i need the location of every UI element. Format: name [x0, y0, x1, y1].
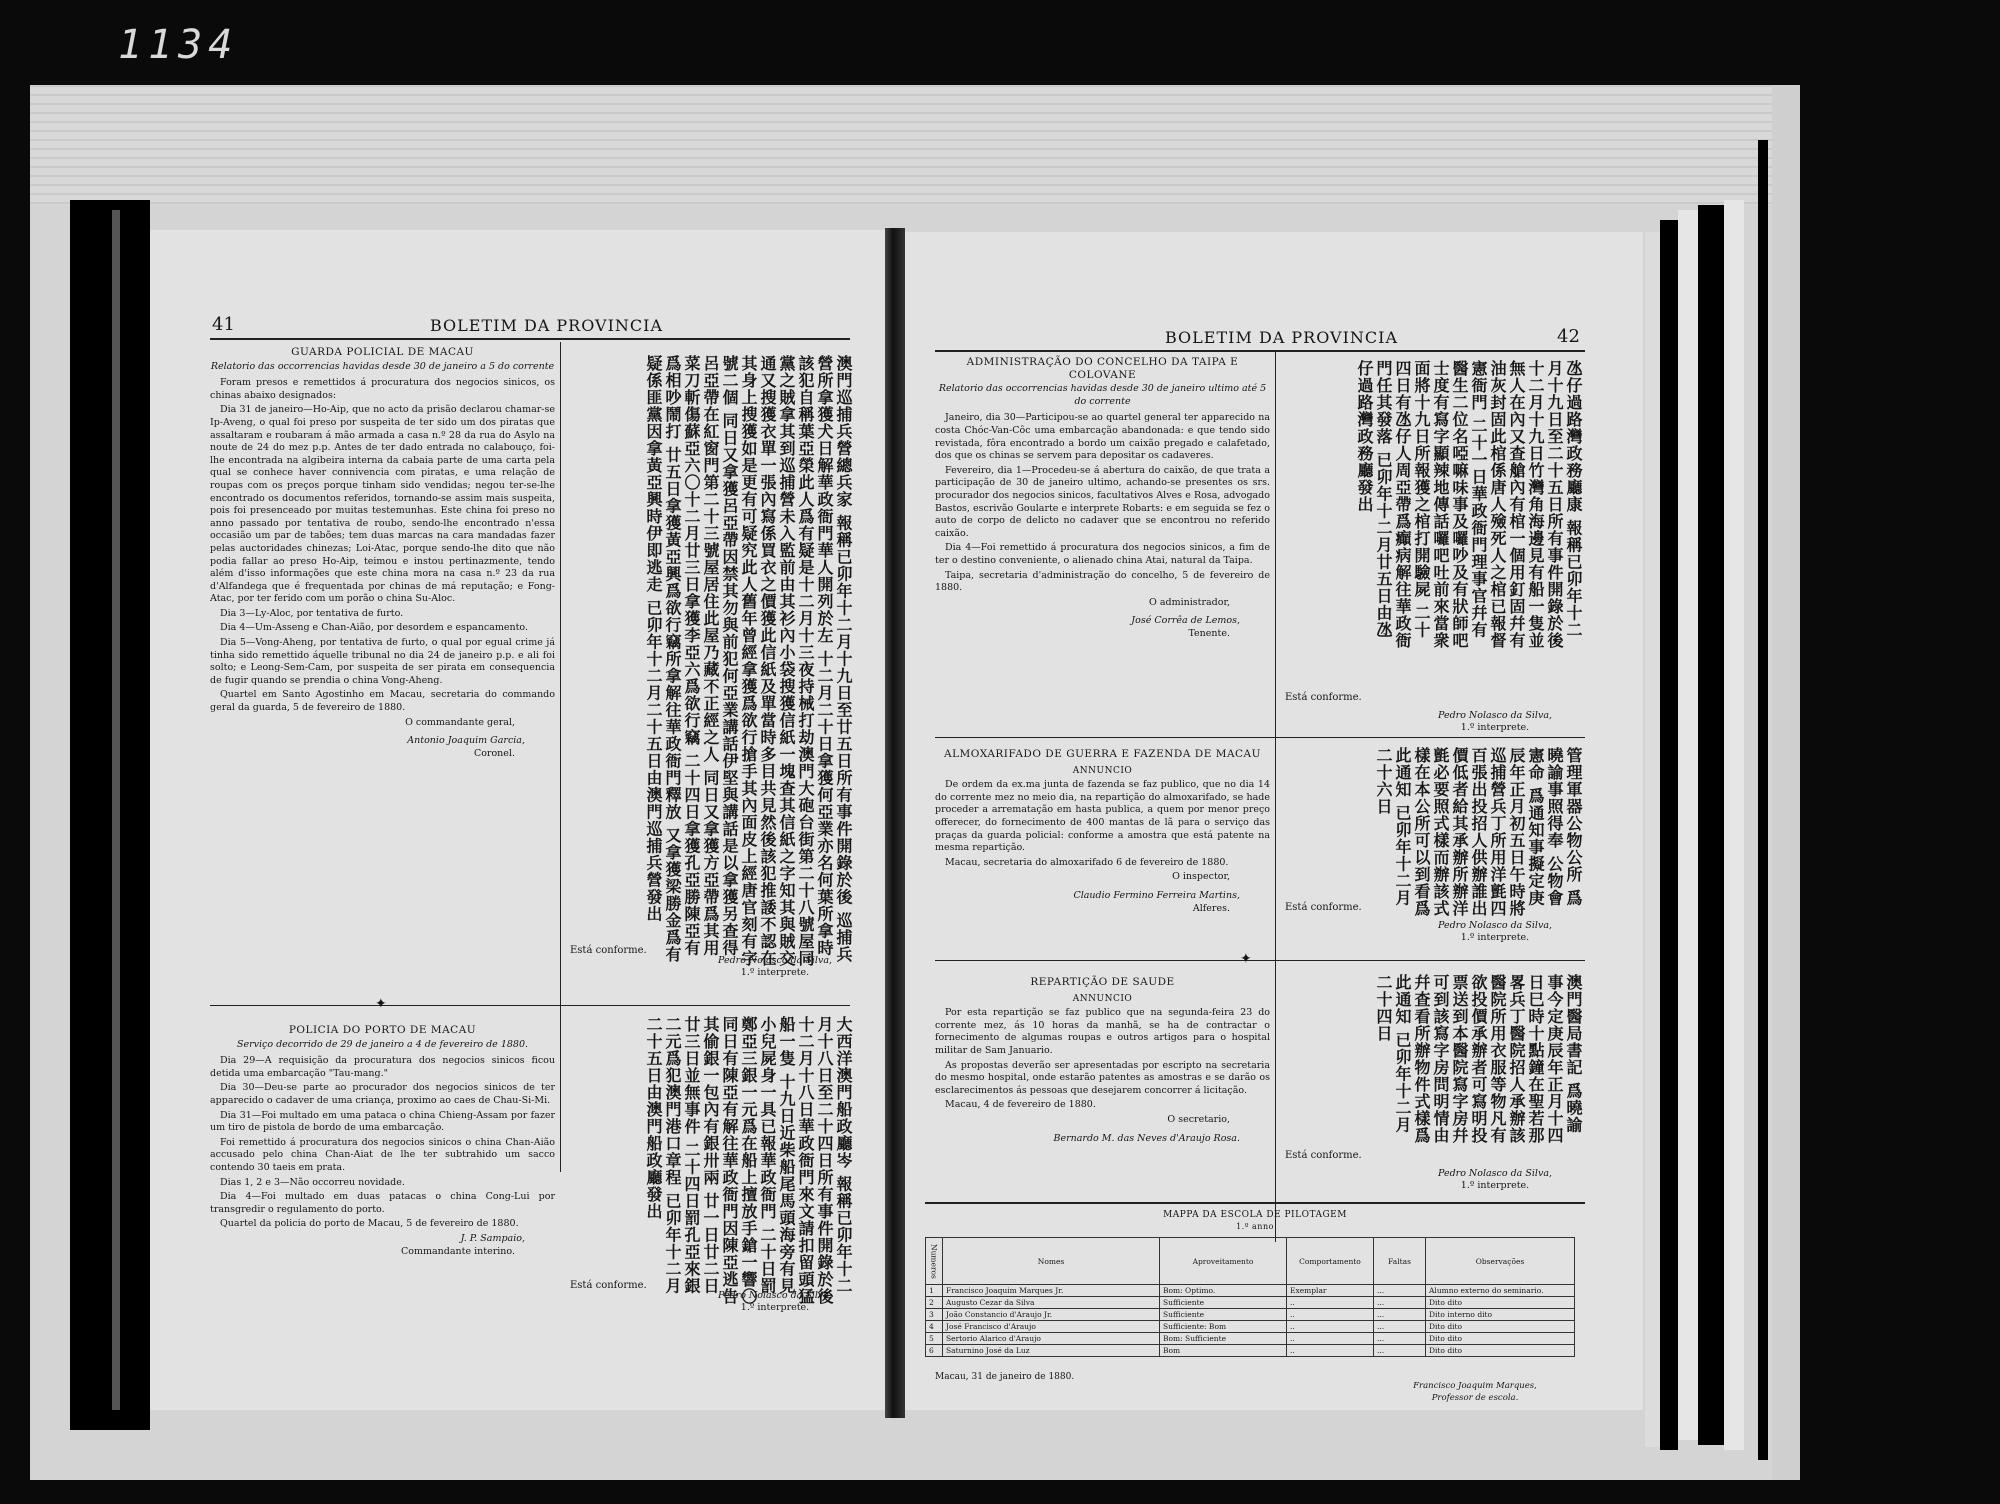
section-divider [935, 960, 1585, 961]
table-cell: João Constancio d'Araujo Jr. [943, 1309, 1160, 1321]
almoxarifado-title: ALMOXARIFADO DE GUERRA E FAZENDA DE MACAU [943, 748, 1261, 760]
table-cell: Augusto Cezar da Silva [943, 1297, 1160, 1309]
table-cell: Saturnino José da Luz [943, 1345, 1160, 1357]
table-cell: .. [1287, 1333, 1374, 1345]
table-cell: Dito dito [1426, 1333, 1575, 1345]
paragraph: Quartel da policia do porto de Macau, 5 de fevereiro de 1880. [220, 1218, 519, 1230]
paragraph: Quartel em Santo Agostinho em Macau, secretaria do commando geral da guarda, 5 de fevereiro de 1880. [210, 689, 555, 714]
guarda-subtitle: Relatorio das occorrencias havidas desde 30 de janeiro a 5 do corrente [210, 360, 555, 372]
film-frame-number: 1134 [118, 22, 239, 68]
interpreter-name: Pedro Nolasco da Silva, [1437, 920, 1553, 931]
interpreter-name: Pedro Nolasco da Silva, [1437, 1168, 1553, 1179]
conforme-note: Está conforme. [1285, 902, 1362, 913]
table-cell: 3 [926, 1309, 943, 1321]
section-divider [925, 1202, 1585, 1204]
signature-name: Antonio Joaquim Garcia, [407, 735, 525, 747]
paragraph: Dia 30—Deu-se parte ao procurador dos negocios sinicos de ter apparecido o cadaver de uma criança, proximo ao caes de Chau-Si-Mi. [210, 1082, 555, 1106]
table-cell: 5 [926, 1333, 943, 1345]
professor-name: Francisco Joaquim Marques, [1413, 1381, 1537, 1391]
right-page [905, 232, 1643, 1410]
mappa-footer-date: Macau, 31 de janeiro de 1880. [935, 1372, 1075, 1382]
paragraph: Dia 29—A requisição da procuratura dos negocios sinicos ficou detida uma embarcação "Tau-mang." [210, 1055, 555, 1079]
chinese-text-column: 大西洋澳門船政廳岑 報稱已卯年十二月十八日至二十四日所有事件開錄於後 十二月十八日華政衙門來文請扣留頭猛船一隻 十九日近柴船尾馬頭海旁有見小兒屍身一具已報華政衙門 二十日罰鄭亞三銀一元爲在船上擅放手鎗一響〇同日有陳亞有解往華政衙門因陳亞逃告其偷銀一包內有銀卅兩 廿一日廿二日廿三日並無事件 二十四日罰孔亞來銀二元爲犯澳門港口章程 已卯年十二月二十五日由澳門船政廳發出 [644, 1016, 853, 1305]
paragraph: Dia 5—Vong-Aheng, por tentativa de furto, o qual por egual crime já tinha sido remettido áquelle tribunal no dia 24 de janeiro p.p. e ali foi solto; e Leong-Sem-Cam, por suspeita de ser pirata em consequencia de fugir quando se prendia o china Vong-Aheng. [210, 637, 555, 686]
guarda-section [210, 342, 555, 766]
signature-role: Commandante interino. [401, 1245, 515, 1257]
signature-rank: Alferes. [1192, 902, 1230, 914]
header-rule [210, 338, 850, 340]
professor-signature [1375, 1380, 1575, 1404]
table-row [926, 1309, 1575, 1321]
conforme-note: Está conforme. [570, 945, 647, 956]
table-cell: Francisco Joaquim Marques Jr. [943, 1285, 1160, 1297]
mappa-table [925, 1237, 1575, 1357]
chinese-text-column: 管理軍器公物公所 爲曉諭事照得奉 公物會憲命 爲通知事擬定庚辰年正月初五日午時將巡捕營兵丁所用洋氈四百張出投招人供辦誰出價低者給其承辦所辦洋氈必要照式樣而辦該式樣在本公所可以到看爲此通知 已卯年十二月二十六日 [1374, 747, 1583, 917]
page-edge-shadow [1758, 140, 1768, 1460]
table-cell: Sufficiente [1160, 1309, 1287, 1321]
paragraph: As propostas deverão ser apresentadas por escripto na secretaria do mesmo hospital, onde estarão patentes as amostras e se darão os esclarecimentos ás pessoas que desejarem concorrer á licitação. [935, 1059, 1270, 1096]
column-divider [560, 342, 561, 1172]
section-divider [210, 1005, 850, 1006]
professor-role: Professor de escola. [1431, 1393, 1519, 1403]
signature-name: J. P. Sampaio, [460, 1232, 525, 1244]
taipa-title: ADMINISTRAÇÃO DO CONCELHO DA TAIPA E COLOVANE [966, 356, 1239, 381]
table-row [926, 1285, 1575, 1297]
signature-role: O secretario, [1167, 1113, 1230, 1125]
table-cell: 4 [926, 1321, 943, 1333]
table-cell: ... [1374, 1345, 1426, 1357]
table-header-row [926, 1238, 1575, 1285]
table-row [926, 1297, 1575, 1309]
interpreter-signature [690, 955, 860, 979]
interpreter-signature [1405, 1168, 1585, 1192]
conforme-note: Está conforme. [1285, 692, 1362, 703]
background-sheet-text [30, 85, 1772, 205]
paragraph: Dia 31 de janeiro—Ho-Aip, que no acto da prisão declarou chamar-se Ip-Aveng, o qual foi preso por suspeita de ter sido um dos piratas que assaltaram e roubaram á mão armada a casa n.º 28 da rua do Asylo na noute de 24 do mez p.p. Antes de ter dado entrada no calabouço, foi-lhe encontrada na algibeira interna da cabaia parte de uma carta pela qual se conhece haver connivencia com piratas, e uma relação de roupas com os preços porque tinham sido vendidas; negou ter-se-lhe encontrado os documentos referidos, tornando-se assim mais suspeita, pois foi presenceado por muitas testemunhas. Este china foi preso no anno passado por tentativa de roubo, sendo-lhe encontrado n'essa occasião um par de tabões; tem duas marcas na cara mandadas fazer pelas auctoridades chinezas; Loi-Atac, porque sendo-lhe dito que não podia fallar ao preso Ho-Aip, teimou e instou pertinazmente, tendo além d'isso informações que este china mora na casa n.º 23 da rua d'Alfandega que é frequentada por chinas de má reputação; e Fong-Atac, por ter ferido com um porão o china Su-Aloc. [210, 404, 555, 605]
guarda-title: GUARDA POLICIAL DE MACAU [291, 346, 474, 358]
signature-name: Bernardo M. das Neves d'Araujo Rosa. [1053, 1132, 1240, 1144]
page-edge-strip [1724, 200, 1744, 1450]
signature-role: O administrador, [1149, 596, 1230, 608]
table-cell: ... [1374, 1333, 1426, 1345]
interpreter-signature [1405, 920, 1585, 944]
running-head: BOLETIM DA PROVINCIA [1165, 328, 1399, 347]
column-header: Observações [1426, 1238, 1575, 1285]
table-row [926, 1345, 1575, 1357]
interpreter-name: Pedro Nolasco da Silva, [717, 955, 833, 966]
signature-name: José Corrêa de Lemos, [1131, 615, 1240, 627]
left-page [150, 230, 885, 1410]
table-cell: Sufficiente [1160, 1297, 1287, 1309]
paragraph: Dias 1, 2 e 3—Não occorreu novidade. [220, 1176, 405, 1188]
table-cell: Alumno externo do seminario. [1426, 1285, 1575, 1297]
table-cell: 6 [926, 1345, 943, 1357]
paragraph: Foram presos e remettidos á procuratura dos negocios sinicos, os chinas abaixo designados: [210, 377, 555, 401]
interpreter-role: 1.º interprete. [740, 967, 810, 978]
section-divider [935, 737, 1585, 738]
conforme-note: Está conforme. [1285, 1150, 1362, 1161]
table-cell: ... [1374, 1321, 1426, 1333]
table-cell: 1 [926, 1285, 943, 1297]
table-cell: Exemplar [1287, 1285, 1374, 1297]
table-cell: José Francisco d'Araujo [943, 1321, 1160, 1333]
signature-rank: Coronel. [473, 747, 515, 759]
interpreter-role: 1.º interprete. [1460, 722, 1530, 733]
taipa-section [935, 352, 1270, 646]
interpreter-signature [1405, 710, 1585, 734]
paragraph: Macau, secretaria do almoxarifado 6 de fevereiro de 1880. [945, 856, 1229, 868]
taipa-subtitle: Relatorio das occorrencias havidas desde 30 de janeiro ultimo até 5 do corrente [938, 383, 1267, 407]
interpreter-role: 1.º interprete. [1460, 932, 1530, 943]
saude-section [935, 972, 1270, 1145]
table-cell: ... [1374, 1285, 1426, 1297]
porto-subtitle: Serviço decorrido de 29 de janeiro a 4 de fevereiro de 1880. [236, 1038, 529, 1050]
saude-title: REPARTIÇÃO DE SAUDE [1030, 976, 1175, 988]
annuncio-label: ANNUNCIO [1072, 765, 1133, 776]
paragraph: Dia 4—Foi remettido á procuratura dos negocios sinicos, a fim de ter o destino conveniente, o alienado china Atai, natural da Taipa. [935, 542, 1270, 566]
table-cell: Dito dito [1426, 1321, 1575, 1333]
paragraph: Janeiro, dia 30—Participou-se ao quartel general ter apparecido na costa Chóc-Van-Côc uma embarcação abandonada: e que tendo sido revistada, fôra encontrado a bordo um caixão pregado e calafetado, dos que os chinas se servem para depositar os cadaveres. [935, 412, 1270, 462]
porto-title: POLICIA DO PORTO DE MACAU [288, 1024, 477, 1036]
table-cell: ... [1374, 1309, 1426, 1321]
paragraph: De ordem da ex.ma junta de fazenda se faz publico, que no dia 14 do corrente mez no meio dia, na repartição do almoxarifado, se hade proceder a arrematação em hasta publica, a quem por menor preço offerecer, do fornecimento de 400 mantas de lã para o serviço das praças da guarda policial: conforme a amostra que está patente na mesma repartição. [935, 779, 1270, 854]
table-cell: Dito dito [1426, 1345, 1575, 1357]
chinese-text-column: 澳門巡捕兵營總兵家 報稱已卯年十二月十九日至廿五日所有事件開錄於後 巡捕兵營所拿獲犬日解華政衙門華人開列於左 十二月二十日拿獲何亞業亦名何葉所拿時該犯自稱葉亞榮此人爲有疑是十二月十三夜持械打劫澳門大砲台街第二十八號屋同黨之賊拿其到巡捕營未入監前由其衫內小袋搜獲信紙一塊查其信紙之字知其與賊交通又搜獲衣單一張內寫係買衣之價獲此信紙及單當時多目共見然後該犯推諉不認在其身上搜獲如是更有可疑究此人舊年曾經拿獲爲欲行搶手其內面皮上經唐官刻有字號二個 同日又拿獲呂亞帶因禁其勿與前犯何亞業講話伊堅與講話是以拿獲另查得呂亞帶在紅窗門第二十三號屋居住此屋乃藏不正經之人 同日又拿獲方亞帶爲其用菜刀斬傷蘇亞六〇十二月廿三日拿獲李亞六爲欲行竊 二十四日拿獲孔亞勝陳亞有爲相吵鬧打 廿五日拿獲黃亞興爲欲行竊所拿解往華政衙門釋放 又拿獲梁勝金爲有疑係匪黨因拿黃亞興時伊即逃走 已卯年十二月二十五日由澳門巡捕兵營發出 [644, 355, 853, 967]
column-header: Nomes [943, 1238, 1160, 1285]
table-cell: ... [1374, 1297, 1426, 1309]
table-row [926, 1321, 1575, 1333]
porto-section [210, 1020, 555, 1264]
paragraph: Dia 3—Ly-Aloc, por tentativa de furto. [220, 607, 404, 619]
column-header: Comportamento [1287, 1238, 1374, 1285]
mappa-title: MAPPA DA ESCOLA DE PILOTAGEM [1163, 1210, 1347, 1220]
column-divider [1275, 352, 1276, 1242]
running-head: BOLETIM DA PROVINCIA [430, 316, 664, 335]
table-cell: Sufficiente: Bom [1160, 1321, 1287, 1333]
table-cell: Bom [1160, 1345, 1287, 1357]
paragraph: Foi remettido á procuratura dos negocios sinicos o china Chan-Aião accusado pelo china Chan-Aiat de lhe ter subtrahido um sacco contendo 30 taeis em prata. [210, 1136, 555, 1173]
paragraph: Dia 4—Foi multado em duas patacas o china Cong-Lui por transgredir o regulamento do porto. [210, 1191, 555, 1215]
annuncio-label: ANNUNCIO [1072, 993, 1133, 1004]
page-edge-strip [112, 210, 120, 1410]
table-cell: Bom: Optimo. [1160, 1285, 1287, 1297]
chinese-text-column: 澳門醫局書記 爲曉諭事今定庚辰年正月十四日巳時十點鐘在聖若那畧兵丁醫院招人承辦該醫院所用衣服等物凡有欲投價承辦者可寫明投票送到本醫院寫字房幷可到該寫字房問明情由幷查看所辦物件式樣爲此通知 已卯年十二月二十四日 [1374, 974, 1583, 1144]
page-edge-strip [1678, 210, 1698, 1440]
table-cell: .. [1287, 1309, 1374, 1321]
ornament: ✦ [1240, 951, 1252, 967]
table-cell: Sertorio Alarico d'Araujo [943, 1333, 1160, 1345]
page-edge-strip [1772, 85, 1800, 1480]
table-cell: .. [1287, 1321, 1374, 1333]
chinese-text-column: 氹仔過路灣政務廳康 報稱已卯年十二月十九日至二十五日所有事件開錄於後 十二月十九日竹灣角海邊見有船一隻並無人在內又查艙內有棺一個用釘固幷有油灰封固此棺係唐人殮死人之棺已報督憲衙門 二十一日華政衙門理事官幷有醫生二位名啞嘛味事及囉吵及有狀師吧士度有寫字顯辣地傳話囉吧吐前來當衆面將十九日所報獲之棺打開驗屍 二十四日有氹仔人周亞帶爲癲病解往華政衙門任其發落 已卯年十二月廿五日由氹仔過路灣政務廳發出 [1355, 360, 1583, 649]
paragraph: Macau, 4 de fevereiro de 1880. [945, 1099, 1096, 1111]
table-cell: Dito interno dito [1426, 1309, 1575, 1321]
interpreter-name: Pedro Nolasco da Silva, [717, 1290, 833, 1301]
conforme-note: Está conforme. [570, 1280, 647, 1291]
table-row [926, 1333, 1575, 1345]
almoxarifado-section [935, 744, 1270, 921]
page-number: 41 [212, 314, 235, 335]
table-cell: Dito dito [1426, 1297, 1575, 1309]
mappa-subtitle: 1.º anno [1236, 1222, 1274, 1231]
ornament: ✦ [375, 996, 387, 1012]
page-number: 42 [1557, 326, 1580, 347]
paragraph: Dia 4—Um-Asseng e Chan-Aião, por desordem e espancamento. [220, 622, 528, 634]
interpreter-role: 1.º interprete. [740, 1302, 810, 1313]
paragraph: Por esta repartição se faz publico que na segunda-feira 23 do corrente mez, ás 10 horas da manhã, se ha de contractar o fornecimento de algumas roupas e outros artigos para o hospital militar de Sam Januario. [935, 1007, 1270, 1056]
interpreter-role: 1.º interprete. [1460, 1180, 1530, 1191]
left-binding-shadow [70, 200, 150, 1430]
table-cell: 2 [926, 1297, 943, 1309]
signature-rank: Tenente. [1188, 627, 1230, 639]
column-header: Faltas [1374, 1238, 1426, 1285]
binding-fold [885, 228, 905, 1418]
page-edge-shadow [1698, 205, 1724, 1445]
signature-role: O inspector, [1172, 871, 1230, 883]
column-header: Aproveitamento [1160, 1238, 1287, 1285]
signature-name: Claudio Fermino Ferreira Martins, [1073, 889, 1240, 901]
paragraph: Taipa, secretaria d'administração do concelho, 5 de fevereiro de 1880. [935, 569, 1270, 594]
signature-role: O commandante geral, [405, 716, 515, 728]
table-cell: Bom: Sufficiente [1160, 1333, 1287, 1345]
table-cell: .. [1287, 1297, 1374, 1309]
page-edge-shadow [1660, 220, 1678, 1450]
paragraph: Fevereiro, dia 1—Procedeu-se á abertura do caixão, de que trata a participação de 30 de janeiro ultimo, achando-se presentes os srs. procurador dos negocios sinicos, facultativos Alves e Rosa, advogado Bastos, escrivão Goularte e interprete Robarts: e em seguida se fez o auto de corpo de delicto no cadaver que se encontrou no referido caixão. [935, 464, 1270, 539]
column-header: Numeros [926, 1238, 943, 1285]
interpreter-name: Pedro Nolasco da Silva, [1437, 710, 1553, 721]
paragraph: Dia 31—Foi multado em uma pataca o china Chieng-Assam por fazer um tiro de pistola de bordo de uma embarcação. [210, 1109, 555, 1134]
table-cell: .. [1287, 1345, 1374, 1357]
interpreter-signature [690, 1290, 860, 1314]
